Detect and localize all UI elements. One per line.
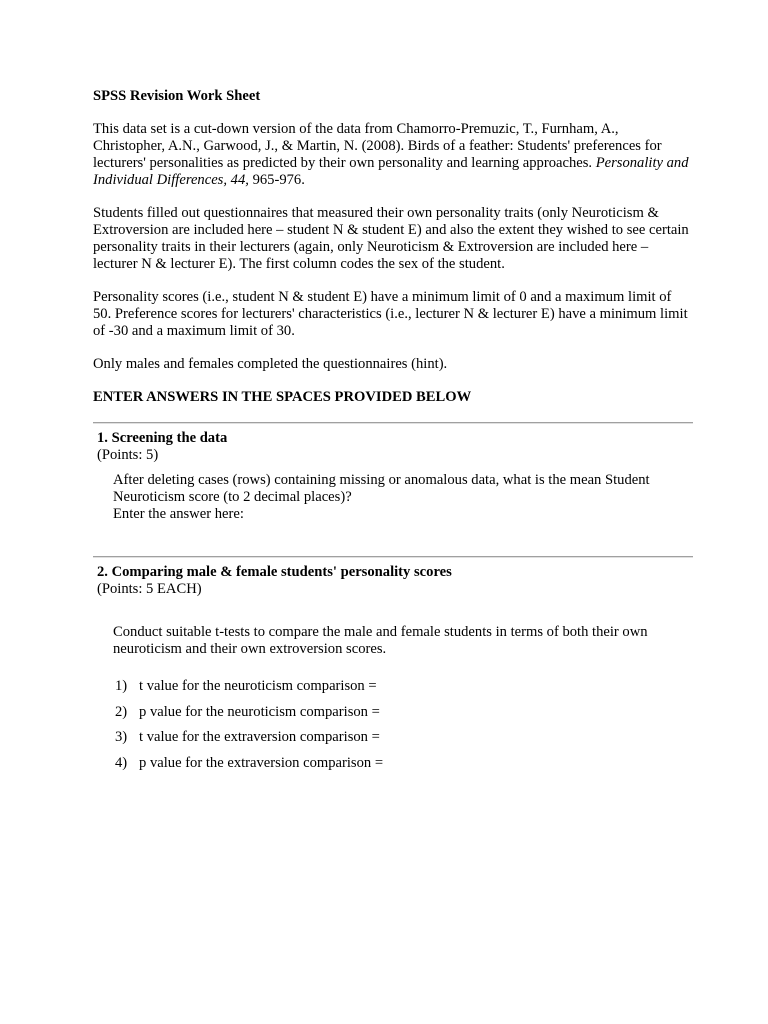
list-item (113, 678, 693, 695)
question-text: After deleting cases (rows) containing missing or anomalous data, what is the mean Student Neuroticism score (to 2 decimal places)? (113, 472, 650, 505)
item-text: p value for the neuroticism comparison = (139, 703, 380, 720)
question-heading: 1. Screening the data (97, 430, 228, 446)
answer-prompt: Enter the answer here: (113, 506, 244, 522)
question-points: (Points: 5) (97, 447, 159, 463)
question-body (113, 472, 693, 523)
question-points: (Points: 5 EACH) (97, 581, 202, 597)
question-text: Conduct suitable t-tests to compare the male and female students in terms of both their own neuroticism and their own extroversion scores. (113, 624, 648, 657)
item-number: 4) (115, 754, 128, 771)
intro-paragraph-hint: Only males and females completed the questionnaires (hint). (93, 356, 448, 372)
answer-list (113, 678, 693, 772)
item-number: 3) (115, 729, 128, 745)
page-title: SPSS Revision Work Sheet (93, 88, 261, 104)
list-item (113, 729, 693, 746)
question-body (113, 624, 693, 772)
question-1 (93, 430, 693, 556)
item-text: p value for the extraversion comparison = (139, 754, 384, 771)
item-number: 1) (115, 678, 128, 694)
citation-pages: 965-976. (252, 172, 305, 188)
item-text: t value for the extraversion comparison = (139, 729, 380, 745)
question-2 (93, 564, 693, 772)
intro-paragraph-limits: Personality scores (i.e., student N & student E) have a minimum limit of 0 and a maximum limit of 50. Preference scores for lecturers' characteristics (i.e., lecturer N & lecturer E) have a minimum limit of -30 and a maximum limit of 30. (93, 289, 688, 339)
item-text: t value for the neuroticism comparison = (139, 678, 377, 694)
instructions-heading: ENTER ANSWERS IN THE SPACES PROVIDED BELOW (93, 389, 472, 405)
divider (93, 422, 693, 424)
question-heading: 2. Comparing male & female students' personality scores (97, 564, 452, 580)
divider (93, 556, 693, 558)
list-item (113, 704, 693, 721)
worksheet-page (93, 88, 693, 780)
list-item (113, 755, 693, 772)
citation-text: This data set is a cut-down version of the data from Chamorro-Premuzic, T., Furnham, A., Christopher, A.N., Garwood, J., & Martin, N. (2008). Birds of a feather: Students' preferences for lecturers' personalities as predicted by their own personality and learning approaches. (93, 121, 662, 171)
intro-paragraph-citation (93, 121, 693, 189)
item-number: 2) (115, 703, 128, 720)
citation-journal: Personality and Individual Differences, 44, (93, 155, 689, 188)
intro-paragraph-questionnaires: Students filled out questionnaires that measured their own personality traits (only Neuroticism & Extroversion are included here – student N & student E) and also the extent they wished to see certain personality traits in their lecturers (again, only Neuroticism & Extroversion are included here – lecturer N & lecturer E). The first column codes the sex of the student. (93, 205, 689, 272)
